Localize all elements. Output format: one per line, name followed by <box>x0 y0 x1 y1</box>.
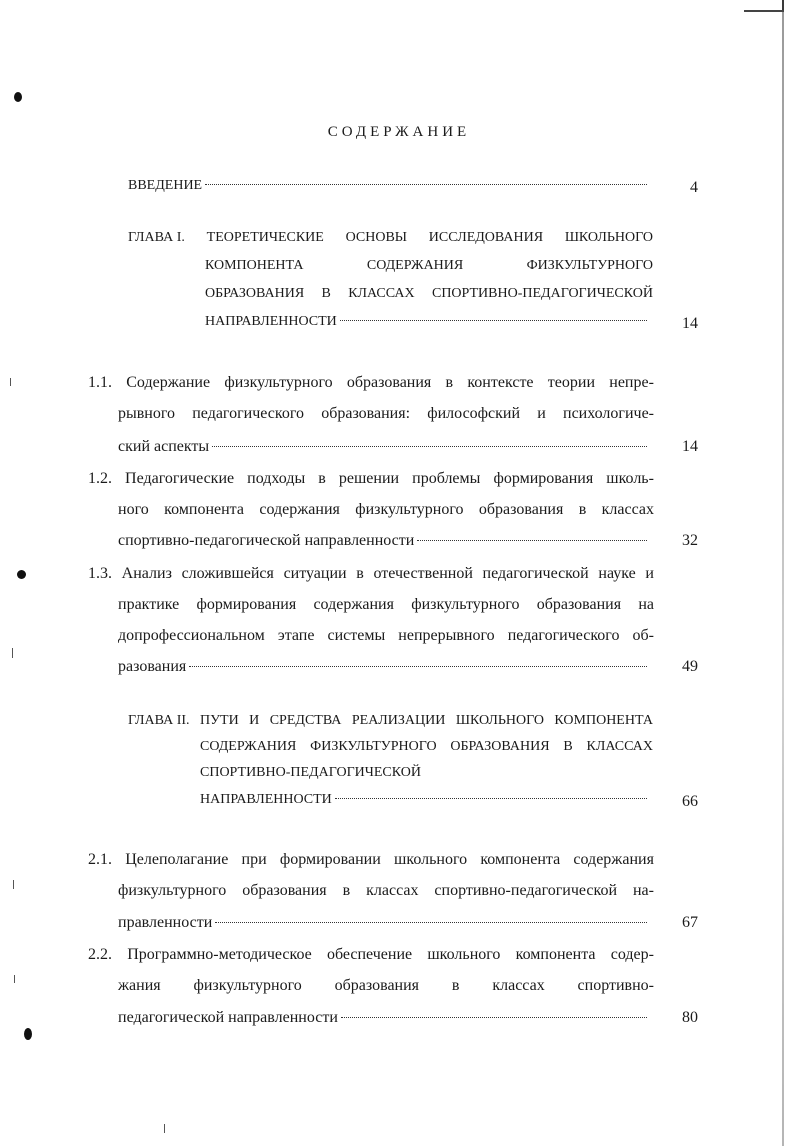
dot-leader <box>205 184 647 185</box>
dot-leader <box>335 798 647 799</box>
scan-mark <box>164 1124 165 1133</box>
toc-chapter-2-line-4: НАПРАВЛЕННОСТИ <box>200 790 650 810</box>
toc-section-1-1-line-1: 1.1. Содержание физкультурного образования в контексте теории непре- <box>88 374 654 391</box>
toc-chapter-2-line-2: СОДЕРЖАНИЯ ФИЗКУЛЬТУРНОГО ОБРАЗОВАНИЯ В КЛАССАХ <box>200 739 653 754</box>
toc-chapter-2-line-1: ГЛАВА II. ПУТИ И СРЕДСТВА РЕАЛИЗАЦИИ ШКОЛЬНОГО КОМПОНЕНТА <box>128 713 653 728</box>
toc-section-1-2-line-2: ного компонента содержания физкультурного образования в классах <box>118 501 654 518</box>
toc-entry-text: ВВЕДЕНИЕ <box>128 178 203 193</box>
toc-section-1-3-line-3: допрофессиональном этапе системы непрерывного педагогического об- <box>118 627 654 644</box>
scan-speck <box>17 570 26 579</box>
toc-section-2-1-line-2: физкультурного образования в классах спортивно-педагогической на- <box>118 882 654 899</box>
toc-section-2-1-line-3: правленности <box>118 913 650 933</box>
scan-border-corner <box>744 10 784 12</box>
toc-section-2-1-line-1: 2.1. Целеполагание при формировании школьного компонента содержания <box>88 851 654 868</box>
toc-section-1-1-line-3: ский аспекты <box>118 437 650 457</box>
toc-page-number: 66 <box>682 793 698 810</box>
dot-leader <box>215 922 647 923</box>
toc-section-1-3-line-2: практике формирования содержания физкультурного образования на <box>118 596 654 613</box>
toc-title: СОДЕРЖАНИЕ <box>327 124 471 140</box>
toc-chapter-1-line-3: ОБРАЗОВАНИЯ В КЛАССАХ СПОРТИВНО-ПЕДАГОГИЧЕСКОЙ <box>205 286 653 301</box>
scan-border-line <box>782 0 784 1146</box>
dot-leader <box>189 666 647 667</box>
toc-chapter-1-line-4: НАПРАВЛЕННОСТИ <box>205 312 650 332</box>
toc-page-number: 4 <box>690 179 698 196</box>
toc-page-number: 80 <box>682 1009 698 1026</box>
dot-leader <box>341 1017 647 1018</box>
scan-mark <box>14 975 15 983</box>
toc-section-1-3-line-1: 1.3. Анализ сложившейся ситуации в отечественной педагогической науке и <box>88 565 654 582</box>
dot-leader <box>417 540 647 541</box>
toc-entry-intro <box>128 176 650 196</box>
toc-chapter-1-line-1: ГЛАВА I. ТЕОРЕТИЧЕСКИЕ ОСНОВЫ ИССЛЕДОВАНИЯ ШКОЛЬНОГО <box>128 230 653 245</box>
toc-section-1-1-line-2: рывного педагогического образования: философский и психологиче- <box>118 405 654 422</box>
scan-mark <box>10 378 11 386</box>
toc-section-2-2-line-2: жания физкультурного образования в классах спортивно- <box>118 977 654 994</box>
scan-mark <box>13 880 14 889</box>
toc-chapter-2-line-3: СПОРТИВНО-ПЕДАГОГИЧЕСКОЙ <box>200 765 421 780</box>
toc-page-number: 14 <box>682 315 698 332</box>
dot-leader <box>212 446 647 447</box>
toc-page-number: 49 <box>682 658 698 675</box>
toc-section-1-2-line-3: спортивно-педагогической направленности <box>118 531 650 551</box>
toc-section-1-2-line-1: 1.2. Педагогические подходы в решении проблемы формирования школь- <box>88 470 654 487</box>
scan-speck <box>24 1028 32 1040</box>
scan-mark <box>12 648 13 658</box>
toc-page-number: 32 <box>682 532 698 549</box>
dot-leader <box>340 320 647 321</box>
toc-chapter-1-line-2: КОМПОНЕНТА СОДЕРЖАНИЯ ФИЗКУЛЬТУРНОГО <box>205 258 653 273</box>
scan-speck <box>14 92 22 102</box>
toc-section-2-2-line-1: 2.2. Программно-методическое обеспечение школьного компонента содер- <box>88 946 654 963</box>
toc-page-number: 14 <box>682 438 698 455</box>
toc-section-2-2-line-3: педагогической направленности <box>118 1008 650 1028</box>
toc-section-1-3-line-4: разования <box>118 657 650 677</box>
toc-page-number: 67 <box>682 914 698 931</box>
